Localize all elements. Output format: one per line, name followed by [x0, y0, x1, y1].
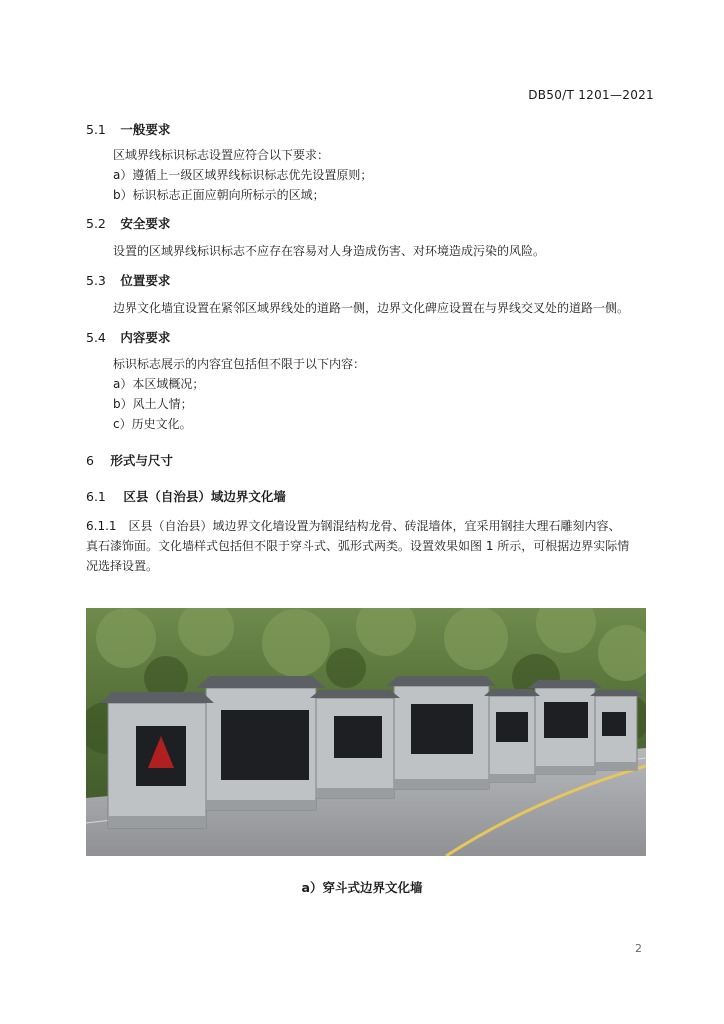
section-number: 5.4 [86, 330, 106, 345]
section-number: 5.2 [86, 216, 106, 231]
paragraph-line: 况选择设置。 [86, 559, 159, 573]
section-number: 6.1 [86, 489, 106, 504]
section-title: 区县（自治县）域边界文化墙 [123, 489, 286, 504]
section-5-1-heading [86, 120, 170, 138]
section-6-heading [86, 451, 173, 469]
paragraph-line: 6.1.1 区县（自治县）域边界文化墙设置为钢混结构龙骨、砖混墙体，宜采用钢挂大理石雕刻内容、 [86, 519, 621, 533]
section-number: 6 [86, 453, 94, 468]
culture-wall-photo [86, 608, 646, 856]
section-5-4-heading [86, 328, 170, 346]
list-item: a）本区域概况； [113, 377, 205, 391]
paragraph-line: 真石漆饰面。文化墙样式包括但不限于穿斗式、弧形式两类。设置效果如图 1 所示，可根据边界实际情 [86, 539, 630, 553]
list-item: c）历史文化。 [113, 417, 192, 431]
section-title: 内容要求 [120, 330, 171, 345]
section-title: 位置要求 [120, 273, 171, 288]
list-item: a）遵循上一级区域界线标识标志优先设置原则； [113, 168, 373, 182]
section-6-1-heading [86, 487, 286, 505]
paragraph: 区域界线标识标志设置应符合以下要求： [113, 148, 330, 162]
paragraph: 设置的区域界线标识标志不应存在容易对人身造成伤害、对环境造成污染的风险。 [113, 244, 546, 258]
list-item: b）风土人情； [113, 397, 193, 411]
list-item: b）标识标志正面应朝向所标示的区域； [113, 188, 325, 202]
section-number: 5.3 [86, 273, 106, 288]
section-title: 形式与尺寸 [110, 453, 173, 468]
page-number: 2 [635, 942, 642, 955]
document-code: DB50/T 1201—2021 [528, 88, 654, 102]
section-5-3-heading [86, 271, 170, 289]
paragraph: 边界文化墙宜设置在紧邻区域界线处的道路一侧，边界文化碑应设置在与界线交叉处的道路一侧。 [113, 301, 630, 315]
paragraph: 标识标志展示的内容宜包括但不限于以下内容： [113, 357, 366, 371]
figure-caption: a）穿斗式边界文化墙 [301, 880, 423, 895]
section-title: 安全要求 [120, 216, 171, 231]
section-title: 一般要求 [120, 122, 171, 137]
section-number: 5.1 [86, 122, 106, 137]
section-5-2-heading [86, 214, 170, 232]
